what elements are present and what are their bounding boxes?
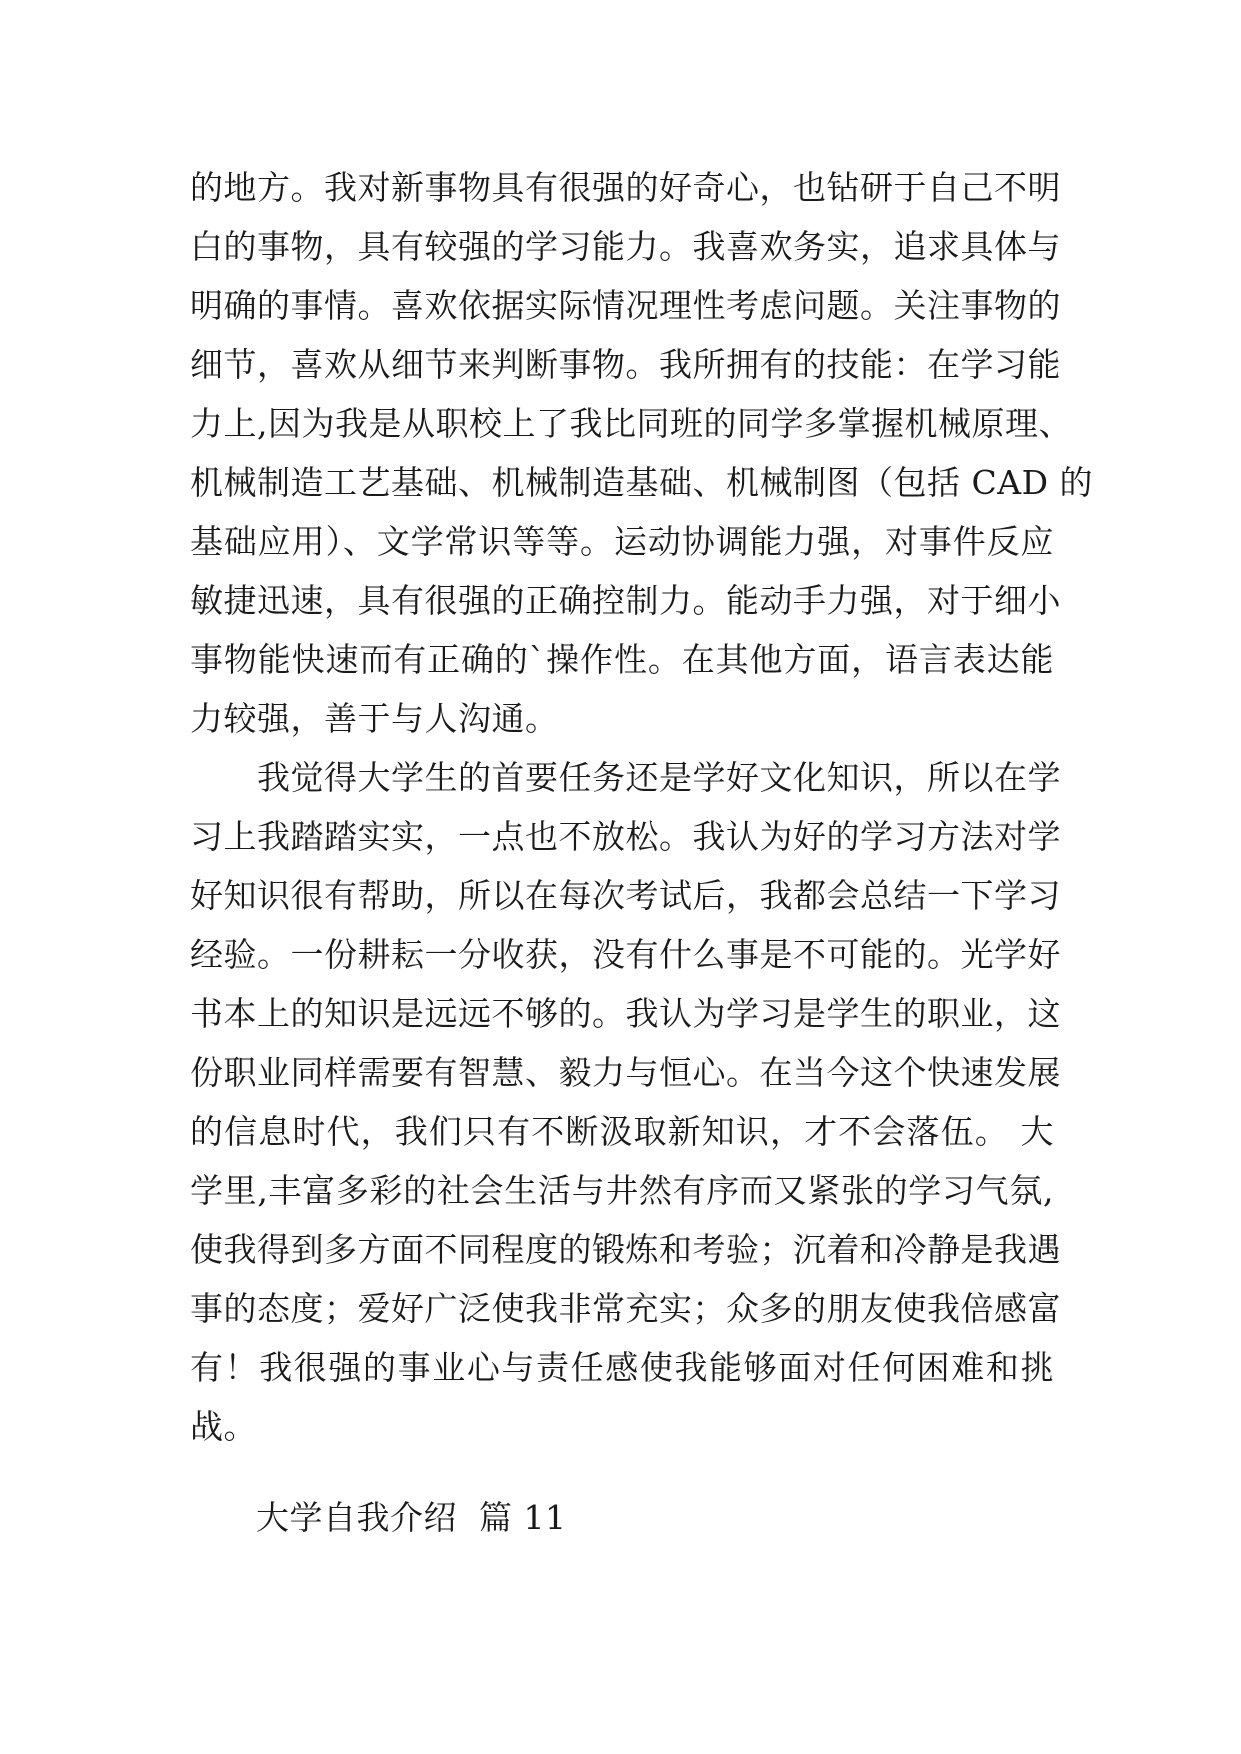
text-line: 有！我很强的事业心与责任感使我能够面对任何困难和挑 <box>190 1348 1054 1387</box>
text-line: 力较强，善于与人沟通。 <box>190 699 559 738</box>
text-line: 书本上的知识是远远不够的。我认为学习是学生的职业，这 <box>190 994 1061 1033</box>
text-line: 力上,因为我是从职校上了我比同班的同学多掌握机械原理、 <box>190 404 1072 443</box>
text-line: 我觉得大学生的首要任务还是学好文化知识，所以在学 <box>190 758 1061 797</box>
text-line: 的信息时代，我们只有不断汲取新知识，才不会落伍。 大 <box>190 1112 1054 1151</box>
text-line: 习上我踏踏实实，一点也不放松。我认为好的学习方法对学 <box>190 817 1061 856</box>
text-line: 经验。一份耕耘一分收获，没有什么事是不可能的。光学好 <box>190 935 1061 974</box>
text-line: 好知识很有帮助，所以在每次考试后，我都会总结一下学习 <box>190 876 1061 915</box>
text-line: 基础应用）、文学常识等等。运动协调能力强，对事件反应 <box>190 522 1054 561</box>
text-line: 使我得到多方面不同程度的锻炼和考验；沉着和冷静是我遇 <box>190 1230 1061 1269</box>
text-line: 细节，喜欢从细节来判断事物。我所拥有的技能：在学习能 <box>190 345 1061 384</box>
text-line: 敏捷迅速，具有很强的正确控制力。能动手力强，对于细小 <box>190 581 1061 620</box>
section-heading: 大学自我介绍 篇 11 <box>256 1498 567 1537</box>
text-line: 的地方。我对新事物具有很强的好奇心，也钻研于自己不明 <box>190 168 1061 207</box>
body-text <box>190 158 1094 1456</box>
text-line: 事物能快速而有正确的`操作性。在其他方面，语言表达能 <box>190 640 1054 679</box>
text-line: 白的事物，具有较强的学习能力。我喜欢务实，追求具体与 <box>190 227 1061 266</box>
text-line: 明确的事情。喜欢依据实际情况理性考虑问题。关注事物的 <box>190 286 1061 325</box>
text-line: 份职业同样需要有智慧、毅力与恒心。在当今这个快速发展 <box>190 1053 1061 1092</box>
paragraph-2 <box>190 748 1061 1456</box>
text-line: 战。 <box>190 1407 257 1446</box>
paragraph-1 <box>190 158 1094 748</box>
text-line: 学里,丰富多彩的社会生活与井然有序而又紧张的学习气氛, <box>190 1171 1054 1210</box>
text-line: 事的态度；爱好广泛使我非常充实；众多的朋友使我倍感富 <box>190 1289 1061 1328</box>
text-line: 机械制造工艺基础、机械制造基础、机械制图（包括 CAD 的 <box>190 463 1094 502</box>
